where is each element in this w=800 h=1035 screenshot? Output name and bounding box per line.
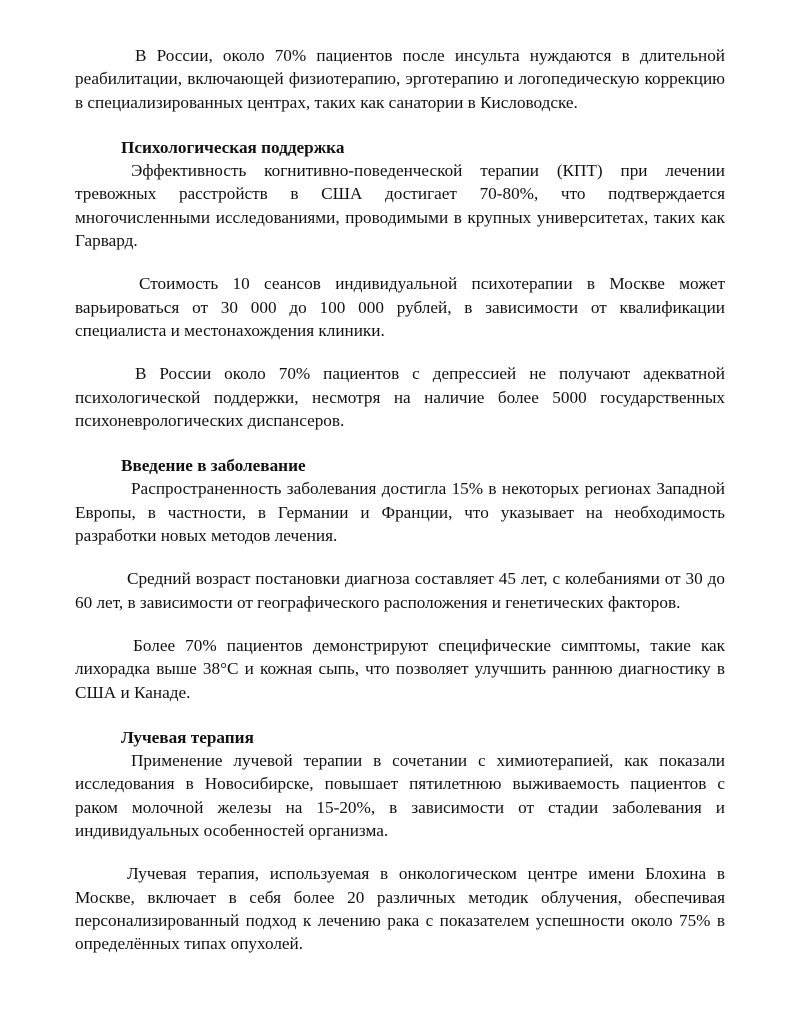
paragraph-blokhin-center: Лучевая терапия, используемая в онкологическом центре имени Блохина в Москве, включает в себя более 20 различных методик облучения, обеспечивая персонализированный подход к лечению рака с показателем успешности около 75% в определённых типах опухолей. — [75, 864, 725, 954]
heading-radiation-therapy: Лучевая терапия — [121, 727, 254, 747]
paragraph-therapy-cost: Стоимость 10 сеансов индивидуальной психотерапии в Москве может варьироваться от 30 000 до 100 000 рублей, в зависимости от квалификации специалиста и местонахождения клиники. — [75, 274, 725, 340]
paragraph-symptoms: Более 70% пациентов демонстрируют специфические симптомы, такие как лихорадка выше 38°C и кожная сыпь, что позволяет улучшить раннюю диагностику в США и Канаде. — [75, 635, 725, 702]
heading-disease-intro: Введение в заболевание — [121, 456, 306, 476]
heading-psychological-support: Психологическая поддержка — [121, 137, 345, 157]
paragraph-prevalence: Распространенность заболевания достигла 15% в некоторых регионах Западной Европы, в частности, в Германии и Франции, что указывает на необходимость разработки новых методов лечения. — [75, 479, 725, 546]
paragraph-diagnosis-age: Средний возраст постановки диагноза составляет 45 лет, с колебаниями от 30 до 60 лет, в зависимости от географического расположения и генетических факторов. — [75, 569, 725, 612]
paragraph-depression-support: В России около 70% пациентов с депрессией не получают адекватной психологической поддержки, несмотря на наличие более 5000 государственных психоневрологических диспансеров. — [75, 364, 725, 430]
paragraph-cbt-efficiency: Эффективность когнитивно-поведенческой терапии (КПТ) при лечении тревожных расстройств в США достигает 70-80%, что подтверждается многочисленными исследованиями, проводимыми в крупных университетах, таких как Гарвард. — [75, 161, 725, 251]
paragraph-stroke-rehab: В России, около 70% пациентов после инсульта нуждаются в длительной реабилитации, включающей физиотерапию, эрготерапию и логопедическую коррекцию в специализированных центрах, таких как санатории в Кисловодске. — [75, 46, 725, 112]
paragraph-radiation-chemo: Применение лучевой терапии в сочетании с химиотерапией, как показали исследования в Новосибирске, повышает пятилетнюю выживаемость пациентов с раком молочной железы на 15-20%, в зависимости от стадии заболевания и индивидуальных особенностей организма. — [75, 751, 725, 841]
